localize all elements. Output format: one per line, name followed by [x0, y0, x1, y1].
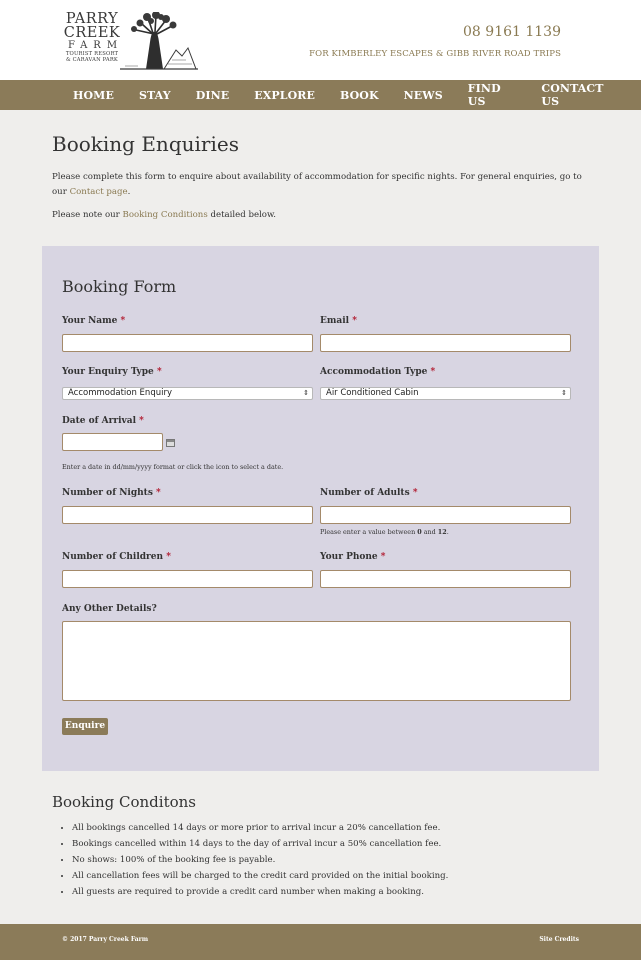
- conditions-title: Booking Conditons: [52, 793, 196, 811]
- intro-end: .: [127, 187, 131, 197]
- nights-label-text: Number of Nights: [62, 488, 153, 498]
- your-name-label-text: Your Name: [62, 316, 118, 326]
- site-logo[interactable]: [62, 12, 197, 70]
- accommodation-type-select[interactable]: [320, 387, 571, 400]
- details-label: Any Other Details?: [62, 604, 157, 614]
- header-tagline: FOR KIMBERLEY ESCAPES & GIBB RIVER ROAD TRIPS: [309, 49, 561, 59]
- required-marker: *: [352, 316, 357, 326]
- adults-label-text: Number of Adults: [320, 488, 410, 498]
- list-item: • All guests are required to provide a credit card number when making a booking.: [72, 884, 448, 900]
- nav-explore[interactable]: EXPLORE: [254, 88, 315, 102]
- nights-label: [62, 488, 161, 498]
- form-title: Booking Form: [62, 277, 177, 296]
- required-marker: *: [380, 552, 386, 562]
- conditions-note: [52, 210, 589, 220]
- list-item: • No shows: 100% of the booking fee is payable.: [72, 852, 448, 868]
- required-marker: *: [156, 367, 162, 377]
- children-label: [62, 552, 171, 562]
- nav-dine[interactable]: DINE: [195, 88, 230, 102]
- site-credits-link[interactable]: Site Credits: [539, 936, 579, 943]
- adults-input[interactable]: [320, 506, 571, 524]
- email-label-text: Email: [320, 316, 350, 326]
- email-input[interactable]: [320, 334, 571, 352]
- your-name-label: [62, 316, 125, 326]
- select-arrows-icon: ⇕: [561, 389, 567, 397]
- accommodation-type-label-text: Accommodation Type: [320, 367, 428, 377]
- footer-copyright: © 2017 Parry Creek Farm: [62, 936, 149, 943]
- children-input[interactable]: [62, 570, 313, 588]
- calendar-icon[interactable]: [166, 439, 175, 447]
- header-phone[interactable]: 08 9161 1139: [463, 24, 561, 40]
- accommodation-type-value: Air Conditioned Cabin: [326, 388, 419, 398]
- intro-paragraph: [52, 170, 589, 200]
- contact-page-link[interactable]: Contact page: [69, 187, 128, 197]
- required-marker: *: [166, 552, 171, 562]
- enquiry-type-label: [62, 367, 162, 377]
- children-label-text: Number of Children: [62, 552, 164, 562]
- phone-label: [320, 552, 386, 562]
- logo-line-3: FARM: [68, 40, 124, 51]
- arrival-date-label-text: Date of Arrival: [62, 416, 137, 426]
- email-label: [320, 316, 357, 326]
- required-marker: *: [156, 488, 161, 498]
- nav-find-us[interactable]: FIND US: [467, 82, 501, 108]
- phone-input[interactable]: [320, 570, 571, 588]
- conditions-list: [72, 820, 448, 900]
- site-footer: [0, 924, 641, 960]
- enquiry-type-value: Accommodation Enquiry: [68, 388, 172, 398]
- note-pre: Please note our: [52, 210, 123, 220]
- adults-min: 0: [417, 528, 422, 536]
- list-item: • Bookings cancelled within 14 days to the day of arrival incur a 50% cancellation fee.: [72, 836, 448, 852]
- nav-book[interactable]: BOOK: [339, 88, 379, 102]
- adults-label: [320, 488, 418, 498]
- required-marker: *: [120, 316, 126, 326]
- booking-conditions-link[interactable]: Booking Conditions: [122, 210, 208, 220]
- site-header: [0, 0, 641, 80]
- arrival-date-help: Enter a date in dd/mm/yyyy format or click the icon to select a date.: [62, 463, 284, 471]
- booking-form: [42, 246, 599, 771]
- enquiry-type-label-text: Your Enquiry Type: [62, 367, 154, 377]
- intro-text: Please complete this form to enquire about availability of accommodation for specific nights. For general enquiries, go to our: [52, 172, 582, 197]
- logo-line-4: TOURIST RESORT: [65, 51, 119, 57]
- main-nav: [0, 80, 641, 110]
- nav-home[interactable]: HOME: [73, 88, 114, 102]
- nights-input[interactable]: [62, 506, 313, 524]
- boab-tree-icon: [120, 12, 198, 70]
- adults-help-pre: Please enter a value between: [320, 528, 418, 536]
- logo-line-1: PARRY: [65, 11, 119, 27]
- nav-news[interactable]: NEWS: [403, 88, 443, 102]
- nav-contact-us[interactable]: CONTACT US: [541, 82, 604, 108]
- adults-max: 12: [437, 528, 447, 536]
- list-item: • All bookings cancelled 14 days or more prior to arrival incur a 20% cancellation fee.: [72, 820, 448, 836]
- arrival-date-label: [62, 416, 144, 426]
- logo-line-2: CREEK: [63, 25, 121, 41]
- your-name-input[interactable]: [62, 334, 313, 352]
- adults-help: [320, 528, 449, 536]
- page-title: Booking Enquiries: [52, 132, 239, 156]
- adults-help-end: .: [446, 528, 449, 536]
- logo-line-5: & CARAVAN PARK: [65, 57, 119, 63]
- note-post: detailed below.: [207, 210, 277, 220]
- required-marker: *: [412, 488, 418, 498]
- enquiry-type-select[interactable]: [62, 387, 313, 400]
- select-arrows-icon: ⇕: [303, 389, 309, 397]
- adults-help-mid: and: [421, 528, 438, 536]
- logo-text: [62, 12, 122, 63]
- list-item: • All cancellation fees will be charged to the credit card provided on the initial booking.: [72, 868, 448, 884]
- arrival-date-input[interactable]: [62, 433, 163, 451]
- details-textarea[interactable]: [62, 621, 571, 701]
- nav-stay[interactable]: STAY: [138, 88, 171, 102]
- required-marker: *: [430, 367, 436, 377]
- enquire-button[interactable]: Enquire: [62, 718, 108, 735]
- required-marker: *: [139, 416, 144, 426]
- main-content: [0, 132, 641, 220]
- phone-label-text: Your Phone: [320, 552, 378, 562]
- accommodation-type-label: [320, 367, 435, 377]
